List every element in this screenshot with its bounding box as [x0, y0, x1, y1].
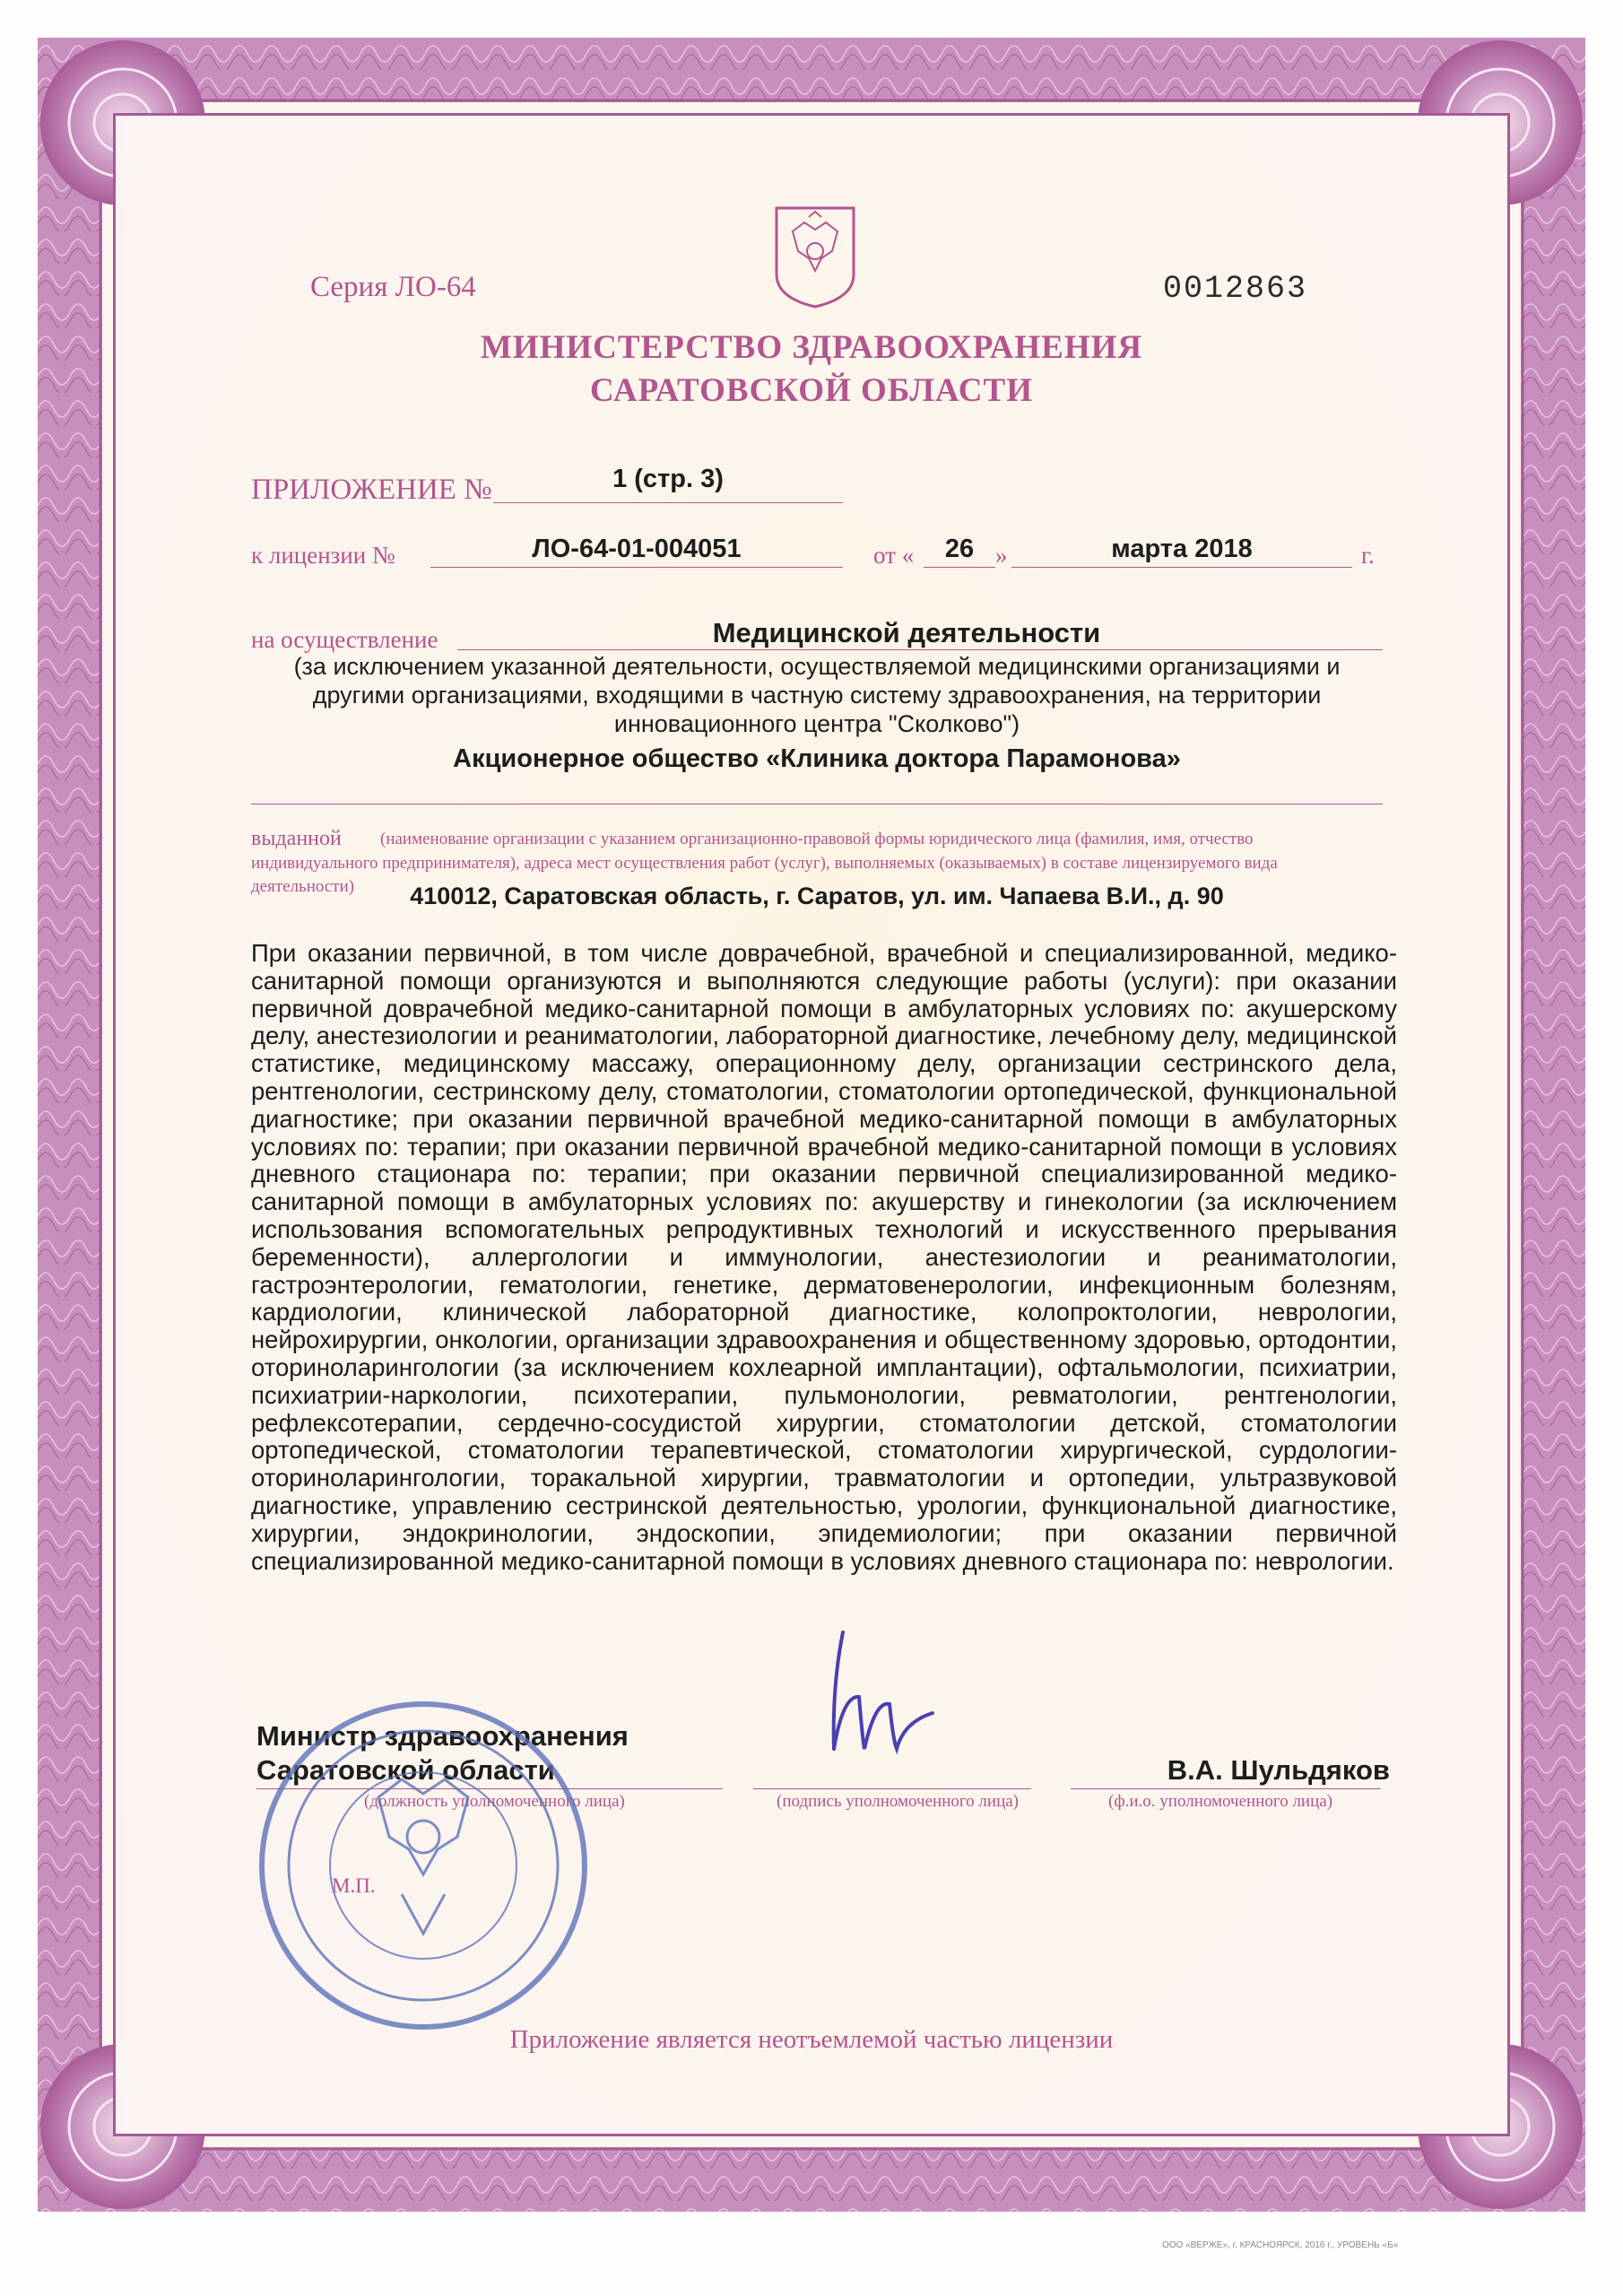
license-day: 26: [944, 535, 975, 563]
footer-note: Приложение является неотъемлемой частью лицензии: [509, 2025, 1114, 2054]
activity-label: на осуществление: [251, 626, 438, 653]
issued-label: выданной: [251, 827, 342, 850]
handwritten-signature: [807, 1614, 950, 1767]
series-label: Серия ЛО-64: [310, 271, 476, 303]
position-caption: (должность уполномоченного лица): [364, 1792, 625, 1811]
official-seal-stamp: [244, 1686, 603, 2045]
appendix-label: ПРИЛОЖЕНИЕ №: [251, 474, 492, 506]
organization-address: 410012, Саратовская область, г. Саратов, ул. им. Чапаева В.И., д. 90: [410, 883, 1224, 909]
ministry-title-line2: САРАТОВСКОЙ ОБЛАСТИ: [590, 372, 1033, 409]
license-year-suffix: г.: [1361, 542, 1375, 569]
name-caption: (ф.и.о. уполномоченного лица): [1108, 1792, 1333, 1811]
issued-note-line3: деятельности): [251, 877, 355, 896]
stamp-place-mark: М.П.: [332, 1874, 376, 1897]
activity-note-line1: (за исключением указанной деятельности, осуществляемой медицинскими организациями и: [293, 653, 1341, 680]
activity-note-line3: инновационного центра "Сколково"): [613, 710, 1020, 737]
appendix-underline: [493, 502, 843, 503]
license-label: к лицензии №: [251, 542, 395, 569]
services-list-text: При оказании первичной, в том числе доврачебной, врачебной и специализированной, медико-санитарной помощи организуются и выполняются следующие работы (услуги): при оказании первичной доврачебной медико-санитарной помощи в амбулаторных условиях по: акушерскому делу, анестезиологии и реаниматологии, лабораторной диагностике, лечебному делу, медицинской статистике, медицинскому массажу, операционному делу, организации сестринского дела, рентгенологии, сестринскому делу, стоматологии, стоматологии ортопедической, функциональной диагностике; при оказании первичной врачебной медико-санитарной помощи в амбулаторных условиях по: терапии; при оказании первичной врачебной медико-санитарной помощи в условиях дневного стационара по: терапии; при оказании первичной специализированной медико-санитарной помощи в амбулаторных условиях по: акушерству и гинекологии (за исключением использования вспомогательных репродуктивных технологий и искусственного прерывания беременности), аллергологии и иммунологии, анестезиологии и реаниматологии, гастроэнтерологии, гематологии, генетике, дерматовенерологии, инфекционным болезням, кардиологии, клинической лабораторной диагностике, колопроктологии, неврологии, нейрохирургии, онкологии, организации здравоохранения и общественному здоровью, ортодонтии, оториноларингологии (за исключением кохлеарной имплантации), офтальмологии, психиатрии, психиатрии-наркологии, психотерапии, пульмонологии, ревматологии, рентгенологии, рефлексотерапии, сердечно-сосудистой хирургии, стоматологии детской, стоматологии ортопедической, стоматологии терапевтической, стоматологии хирургической, сурдологии-оториноларингологии, торакальной хирургии, травматологии и ортопедии, ультразвуковой диагностике, управлению сестринской деятельностью, урологии, функциональной диагностике, хирургии, эндокринологии, эндоскопии, эпидемиологии; при оказании первичной специализированной медико-санитарной помощи в условиях дневного стационара по: неврологии.: [251, 939, 1397, 1575]
signatory-name: В.А. Шульдяков: [1167, 1754, 1390, 1786]
russian-coat-of-arms-icon: [773, 204, 857, 310]
signatory-position-line1: Министр здравоохранения: [256, 1720, 629, 1752]
form-number: 0012863: [1163, 271, 1308, 307]
signature-caption: (подпись уполномоченного лица): [777, 1792, 1020, 1811]
issued-note-line2: индивидуального предпринимателя), адреса мест осуществления работ (услуг), выполняемых (оказываемых) в составе лицензируемого вида: [251, 854, 1278, 873]
appendix-number: 1 (стр. 3): [612, 465, 724, 493]
license-date-from: от «: [873, 542, 915, 569]
license-day-close: »: [995, 542, 1008, 569]
activity-name: Медицинской деятельности: [712, 617, 1101, 648]
organization-name: Акционерное общество «Клиника доктора Парамонова»: [453, 744, 1181, 773]
printer-imprint: ООО «ВЕРЖЕ», г. КРАСНОЯРСК, 2016 г., УРОВЕНЬ «Б»: [1162, 2240, 1399, 2250]
signatory-position-line2: Саратовской области: [256, 1754, 555, 1786]
issued-note-line1: (наименование организации с указанием организационно-правовой формы юридического лица (фамилия, имя, отчество: [380, 830, 1254, 848]
license-month-year: марта 2018: [1111, 535, 1253, 563]
license-number: ЛО-64-01-004051: [532, 535, 742, 563]
ministry-title-line1: МИНИСТЕРСТВО ЗДРАВООХРАНЕНИЯ: [480, 329, 1143, 366]
activity-note-line2: другими организациями, входящими в частную систему здравоохранения, на территории: [312, 682, 1322, 709]
